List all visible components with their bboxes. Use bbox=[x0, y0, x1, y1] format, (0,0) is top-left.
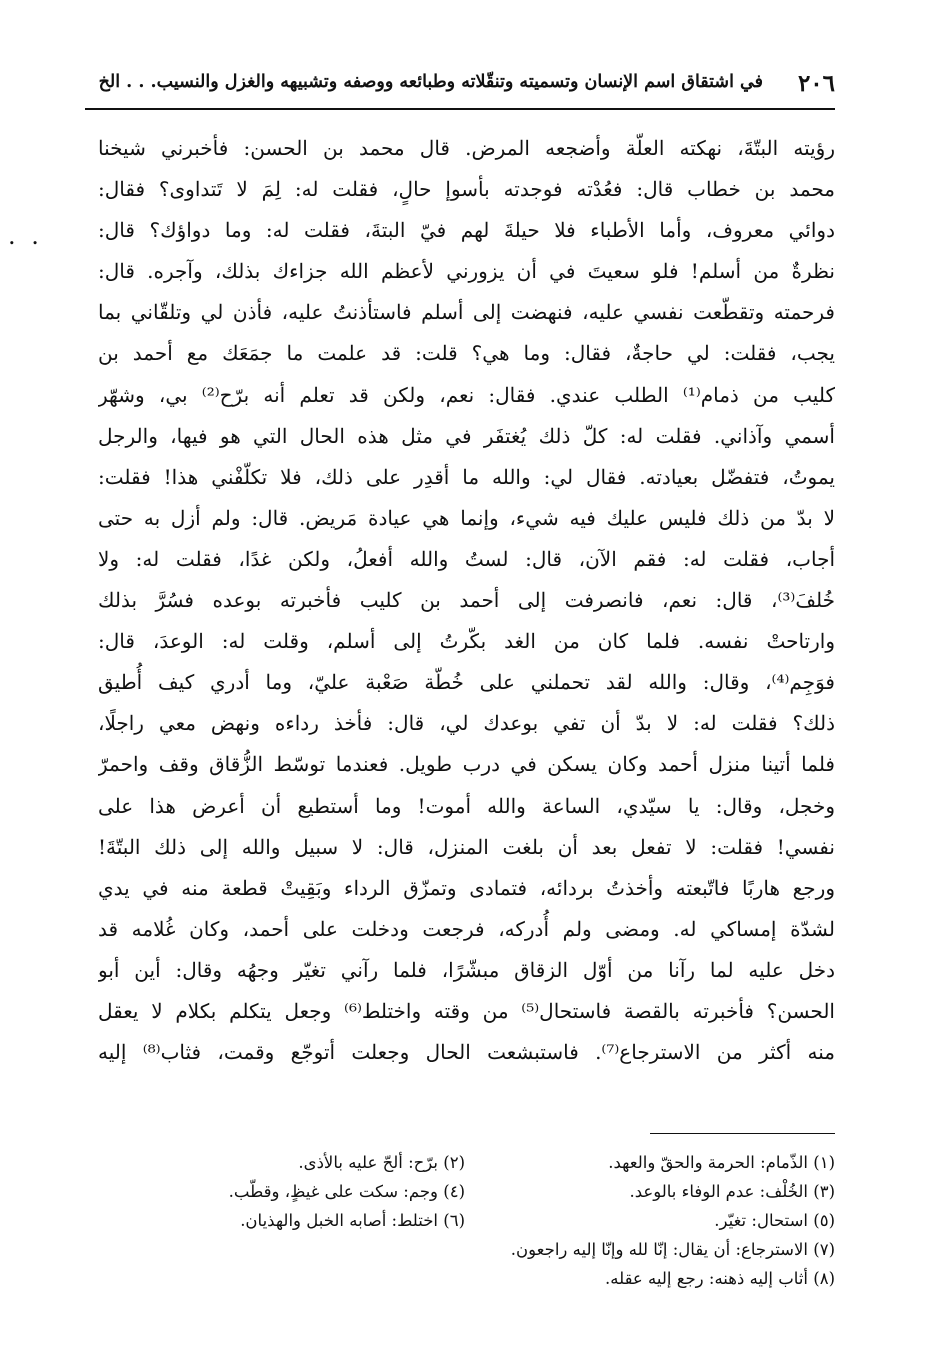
footnote-row bbox=[98, 1235, 835, 1264]
text-line: خُلفَ⁽³⁾، قال: نعم، فانصرفت إلى أحمد بن كليب فأخبرته بوعده فسُرَّ بذلك bbox=[98, 588, 835, 613]
footnote-5: (٥) استحال: تغيّر. bbox=[714, 1211, 835, 1230]
footnote-8: (٨) أثاب إليه ذهنه: رجع إليه عقله. bbox=[605, 1269, 835, 1288]
text-line: يموتُ، فتفضّل بعيادته. فقال لي: والله ما أقدِر على ذلك، فلا تكلّفْني هذا! فقلت: bbox=[98, 464, 835, 489]
text-line: كليب من ذمام⁽¹⁾ الطلب عندي. فقال: نعم، ولكن قد تعلم أنه برّح⁽²⁾ بي، وشهّر bbox=[98, 382, 835, 407]
footnotes bbox=[98, 1148, 835, 1293]
header-rule bbox=[85, 108, 835, 110]
text-line: محمد بن خطاب قال: فعُدْته فوجدته بأسوإ حالٍ، فقلت له: لِمَ لا تَتداوى؟ فقال: bbox=[98, 177, 835, 202]
footnote-1: (١) الذّمام: الحرمة والحقّ والعهد. bbox=[608, 1153, 835, 1172]
text-line: أجاب، فقلت له: فقم الآن، قال: لستُ والله أفعلُ، ولكن غدًا، فقلت له: ولا bbox=[98, 546, 835, 571]
text-line: دخل عليه لما رآنا من أوّل الزقاق مبشّرًا، فلما رآني تغيّر وجهُه وقال: أين أبو bbox=[98, 957, 835, 982]
footnote-row bbox=[98, 1264, 835, 1293]
text-line: وارتاحتْ نفسه. فلما كان من الغد بكّرتُ إلى أسلم، وقلت له: الوعدَ، قال: bbox=[98, 629, 835, 654]
footnote-row bbox=[98, 1206, 835, 1235]
footnote-4: (٤) وجم: سكت على غيظٍ، وقطّب. bbox=[228, 1182, 465, 1201]
text-line: فوَجِم⁽⁴⁾، وقال: والله لقد تحملني على خُطّة صَعْبة عليّ، وما أدري كيف أُطيق bbox=[98, 670, 835, 695]
text-line: ذلك؟ فقلت له: لا بدّ أن تفي بوعدك لي، قال: فأخذ رداءه ونهض معي راجلًا، bbox=[98, 711, 835, 736]
text-line: يجب، فقلت: لي حاجةٌ، فقال: وما هي؟ قلت: قد علمت ما جمَعَك مع أحمد بن bbox=[98, 341, 835, 366]
running-title: في اشتقاق اسم الإنسان وتسميته وتنقّلاته وطبائعه ووصفه وتشبيهه والغزل والنسيب. . . الخ bbox=[98, 72, 763, 92]
page-header bbox=[85, 68, 835, 104]
margin-mark: . . bbox=[8, 222, 43, 250]
footnote-3: (٣) الخُلْف: عدم الوفاء بالوعد. bbox=[629, 1182, 835, 1201]
text-line: نظرةٌ من أسلم! فلو سعيتَ في أن يزورني لأعظم الله جزاءك بذلك، وآجره. قال: bbox=[98, 259, 835, 284]
text-line: نفسي! فقلت: لا تفعل بعد أن بلغت المنزل، قال: لا سبيل والله إلى ذلك البتّةَ! bbox=[98, 834, 835, 859]
footnote-rule bbox=[650, 1133, 835, 1134]
text-line: أسمي وآذاني. فقلت له: كلّ ذلك يُغتفَر في مثل هذه الحال التي هو فيها، والرجل bbox=[98, 423, 835, 448]
text-line: فلما أتينا منزل أحمد وكان يسكن في درب طويل. فعندما توسّط الزُّقاق وقف واحمرّ bbox=[98, 752, 835, 777]
body-text bbox=[98, 128, 835, 1073]
footnote-2: (٢) برّح: ألحّ عليه بالأذى. bbox=[298, 1153, 465, 1172]
page-number: ٢٠٦ bbox=[797, 70, 835, 97]
text-line: وخجل، وقال: يا سيّدي، الساعة والله أموت! وما أستطيع أن أعرض هذا على bbox=[98, 793, 835, 818]
footnote-row bbox=[98, 1177, 835, 1206]
text-line: لا بدّ من ذلك فليس عليك فيه شيء، وإنما هي عيادة مَريض. قال: ولم أزل به حتى bbox=[98, 505, 835, 530]
footnote-6: (٦) اختلط: أصابه الخبل والهذيان. bbox=[240, 1211, 465, 1230]
text-line: الحسن؟ فأخبرته بالقصة فاستحال⁽⁵⁾ من وقته واختلط⁽⁶⁾ وجعل يتكلم بكلام لا يعقل bbox=[98, 998, 835, 1023]
text-line: دوائي معروف، وأما الأطباء فلا حيلةَ لهم فيّ البتةَ، فقلت له: وما دواؤك؟ قال: bbox=[98, 218, 835, 243]
text-line: منه أكثر من الاسترجاع⁽⁷⁾. فاستبشعت الحال وجعلت أتوجّع وقمت، فثاب⁽⁸⁾ إليه bbox=[98, 1040, 835, 1065]
footnote-row bbox=[98, 1148, 835, 1177]
text-line: لشدّة إمساكي له. ومضى ولم أُدركه، فرجعت ودخلت على أحمد، وكان غُلامه قد bbox=[98, 916, 835, 941]
text-line: فرحمته وتقطّعت نفسي عليه، فنهضت إلى أسلم فاستأذنتُ عليه، فأذن لي وتلقّاني بما bbox=[98, 300, 835, 325]
footnote-7: (٧) الاسترجاع: أن يقال: إنّا لله وإنّا إليه راجعون. bbox=[510, 1240, 835, 1259]
text-line: ورجع هاربًا فاتّبعته وأخذتُ بردائه، فتمادى وتمزّق الرداء وبَقِيتْ قطعة منه في يدي bbox=[98, 875, 835, 900]
text-line: رؤيته البتّةَ، نهكته العلّة وأضجعه المرض. قال محمد بن الحسن: فأخبرني شيخنا bbox=[98, 136, 835, 160]
